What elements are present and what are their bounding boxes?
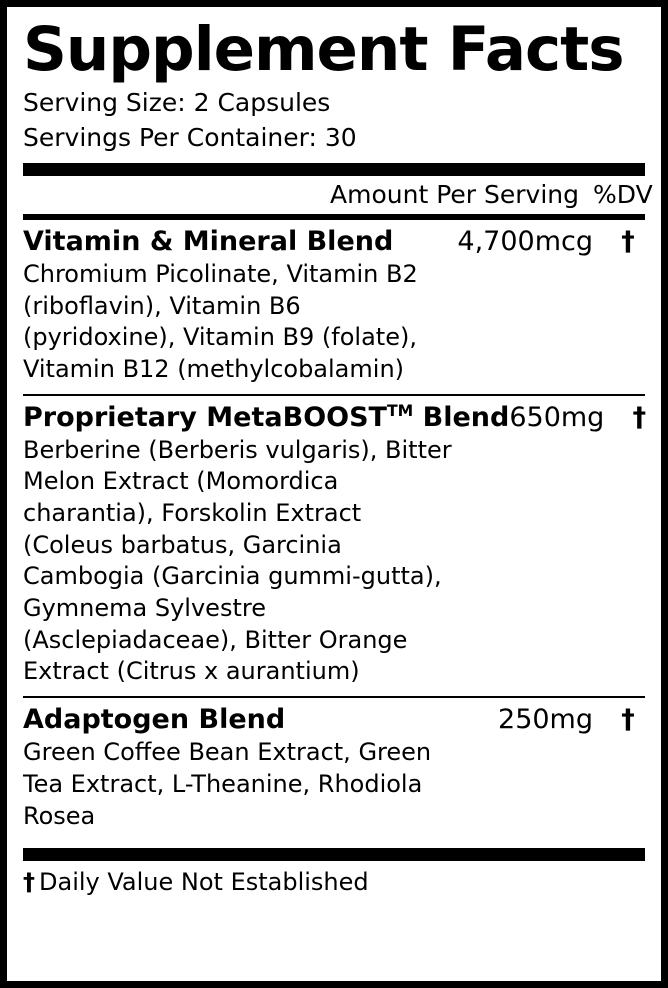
serving-size: Serving Size: 2 Capsules — [23, 88, 331, 117]
blend-name: Vitamin & Mineral Blend — [23, 226, 394, 257]
blend-header — [23, 402, 645, 433]
blend-ingredients: Berberine (Berberis vulgaris), Bitter Melon Extract (Momordica charantia), Forskolin Extract (Coleus barbatus, Garcinia Cambogia (Garcinia gummi-gutta), Gymnema Sylvestre (Asclepiadaceae), Bitter Orange Extract (Citrus x aurantium) — [23, 435, 452, 686]
blend-adaptogen — [23, 698, 645, 840]
blend-ingredients: Chromium Picolinate, Vitamin B2 (riboflavin), Vitamin B6 (pyridoxine), Vitamin B9 (folate), Vitamin B12 (methylcobalamin) — [23, 260, 418, 384]
blend-ingredients: Green Coffee Bean Extract, Green Tea Extract, L-Theanine, Rhodiola Rosea — [23, 738, 432, 830]
servings-per-container: Servings Per Container: 30 — [23, 122, 357, 152]
blend-name: Adaptogen Blend — [23, 704, 286, 736]
footnote — [23, 861, 645, 896]
blend-amount: 4,700mcg — [457, 226, 593, 257]
daily-value-header: %DV — [593, 180, 653, 209]
footnote-text: Daily Value Not Established — [39, 868, 369, 897]
blend-dv: † — [621, 704, 635, 736]
bottom-spacer — [23, 896, 645, 981]
dagger-icon: † — [23, 868, 35, 897]
blend-vitamin-mineral — [23, 220, 645, 394]
blend-dv: † — [632, 401, 647, 433]
column-headers — [23, 176, 653, 214]
blend-dv: † — [621, 226, 635, 257]
divider-thick-top — [23, 163, 645, 176]
panel-title: Supplement Facts — [23, 14, 624, 85]
amount-per-serving-header: Amount Per Serving — [330, 180, 579, 209]
blend-header — [23, 226, 645, 257]
blend-amount: 650mg — [509, 401, 605, 433]
blend-amount: 250mg — [498, 704, 593, 736]
blend-name-prefix: Proprietary MetaBOOST — [23, 401, 387, 433]
blend-name — [23, 402, 509, 433]
blend-proprietary-metaboost — [23, 396, 645, 696]
divider-thick-bottom — [23, 848, 645, 861]
blend-header — [23, 704, 645, 735]
blend-name-suffix: Blend — [413, 401, 510, 433]
trademark-symbol: TM — [386, 400, 414, 420]
